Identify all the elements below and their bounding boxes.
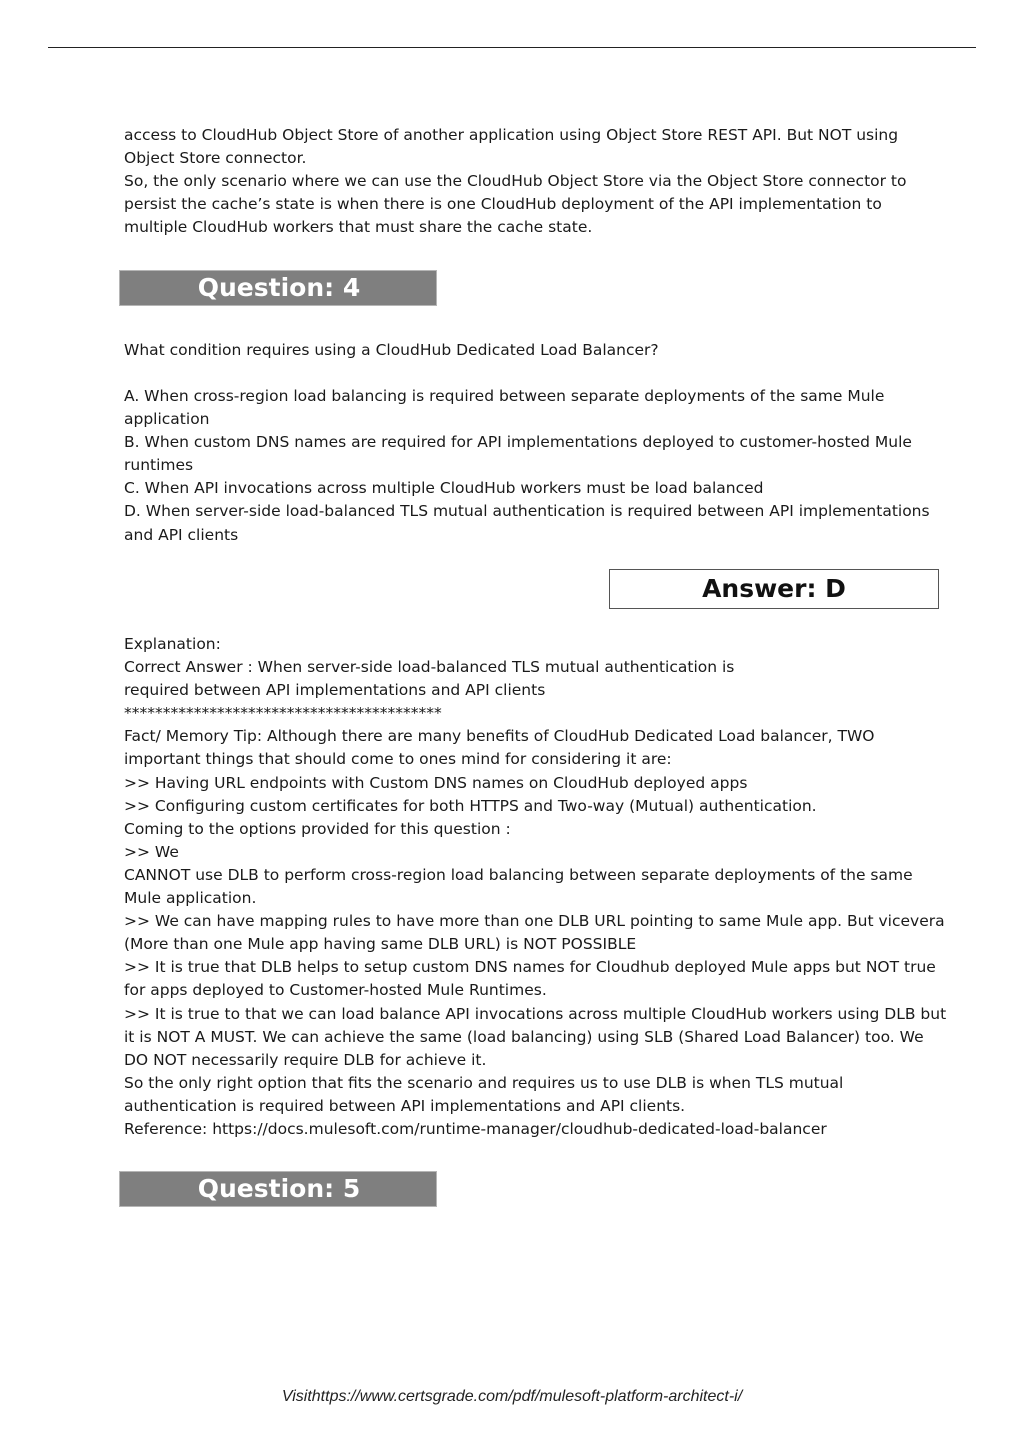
explanation-line: (More than one Mule app having same DLB URL) is NOT POSSIBLE: [124, 935, 637, 954]
explanation-line: >> We can have mapping rules to have more than one DLB URL pointing to same Mule app. But vicevera: [124, 912, 945, 931]
explanation-line: authentication is required between API implementations and API clients.: [124, 1096, 686, 1115]
question-4-title: Question: 4: [197, 273, 361, 302]
option-line: runtimes: [124, 456, 194, 475]
explanation: [124, 633, 947, 1141]
footer-link[interactable]: Visithttps://www.certsgrade.com/pdf/mulesoft-platform-architect-i/: [281, 1388, 743, 1405]
question-5-header: [119, 1171, 437, 1207]
explanation-line: >> Having URL endpoints with Custom DNS names on CloudHub deployed apps: [124, 773, 748, 792]
explanation-line: *****************************************: [124, 704, 442, 723]
intro-line: persist the cache’s state is when there is one CloudHub deployment of the API implementation to: [124, 195, 882, 214]
explanation-line: important things that should come to ones mind for considering it are:: [124, 750, 672, 769]
question-4-header: [119, 270, 437, 306]
explanation-line: Explanation:: [124, 635, 221, 653]
explanation-line: >> Configuring custom certificates for both HTTPS and Two-way (Mutual) authentication.: [124, 796, 817, 815]
option-line: and API clients: [124, 525, 239, 544]
explanation-line: >> It is true to that we can load balance API invocations across multiple CloudHub workers using DLB but: [124, 1004, 947, 1023]
intro-line: So, the only scenario where we can use the CloudHub Object Store via the Object Store connector to: [124, 172, 907, 191]
option-line: application: [124, 410, 210, 429]
intro-line: Object Store connector.: [124, 149, 307, 168]
explanation-line: Mule application.: [124, 889, 257, 908]
intro-line: access to CloudHub Object Store of another application using Object Store REST API. But NOT using: [124, 126, 899, 144]
question-4-prompt: [124, 339, 944, 362]
intro-paragraph: [124, 124, 944, 239]
explanation-line: Fact/ Memory Tip: Although there are many benefits of CloudHub Dedicated Load balancer, TWO: [124, 727, 875, 746]
explanation-line: >> It is true that DLB helps to setup custom DNS names for Cloudhub deployed Mule apps but NOT true: [124, 958, 936, 977]
answer-box: [609, 569, 939, 609]
header-rule: [48, 47, 976, 48]
option-line: C. When API invocations across multiple CloudHub workers must be load balanced: [124, 479, 764, 498]
explanation-line: So the only right option that fits the scenario and requires us to use DLB is when TLS mutual: [124, 1073, 844, 1092]
explanation-line: DO NOT necessarily require DLB for achieve it.: [124, 1050, 487, 1069]
explanation-line: CANNOT use DLB to perform cross-region load balancing between separate deployments of the same: [124, 865, 913, 884]
question-5-title: Question: 5: [197, 1174, 361, 1203]
explanation-line: Correct Answer : When server-side load-balanced TLS mutual authentication is: [124, 658, 735, 677]
reference-line[interactable]: Reference: https://docs.mulesoft.com/runtime-manager/cloudhub-dedicated-load-balancer: [124, 1119, 827, 1138]
option-line: A. When cross-region load balancing is required between separate deployments of the same Mule: [124, 387, 885, 405]
explanation-line: >> We: [124, 842, 179, 861]
explanation-line: for apps deployed to Customer-hosted Mule Runtimes.: [124, 981, 547, 1000]
explanation-line: it is NOT A MUST. We can achieve the same (load balancing) using SLB (Shared Load Balancer) too. We: [124, 1027, 924, 1046]
option-line: D. When server-side load-balanced TLS mutual authentication is required between API implementations: [124, 502, 930, 521]
answer-options: [124, 385, 944, 547]
intro-line: multiple CloudHub workers that must share the cache state.: [124, 218, 593, 237]
explanation-line: required between API implementations and API clients: [124, 681, 546, 700]
answer-label: Answer: D: [702, 574, 846, 603]
option-line: B. When custom DNS names are required for API implementations deployed to customer-hosted Mule: [124, 433, 912, 452]
explanation-line: Coming to the options provided for this question :: [124, 819, 511, 838]
question-text: What condition requires using a CloudHub Dedicated Load Balancer?: [124, 341, 659, 359]
